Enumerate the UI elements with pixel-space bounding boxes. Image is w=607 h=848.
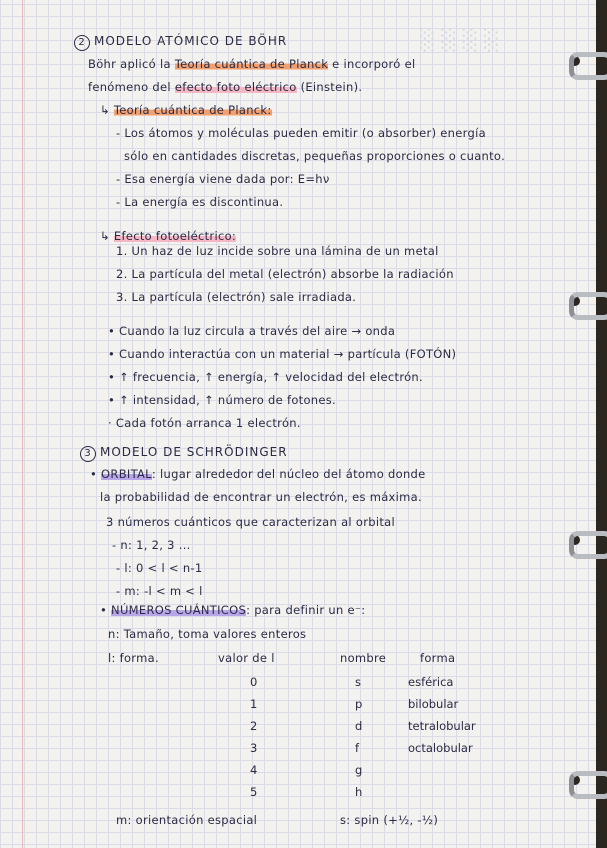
binder-ring — [569, 771, 607, 799]
table-cell-valor: 3 — [250, 741, 258, 755]
fotoelectrico-heading: ↳ Efecto fotoeléctrico: — [100, 229, 237, 243]
table-cell-nombre: s — [355, 675, 361, 689]
table-cell-forma: esférica — [408, 675, 454, 689]
table-cell-nombre: f — [355, 741, 360, 755]
table-cell-forma: tetralobular — [408, 719, 476, 733]
foto-step-1: 1. Un haz de luz incide sobre una lámina de un metal — [116, 244, 439, 258]
quantum-m: - m: -l < m < l — [116, 584, 203, 598]
m-description: m: orientación espacial — [116, 813, 258, 827]
bleed-through-text: ░░░░ — [420, 28, 506, 52]
table-cell-nombre: d — [355, 719, 363, 733]
planck-point-3: - La energía es discontinua. — [116, 195, 284, 209]
highlight-planck: Teoría cuántica de Planck — [174, 57, 329, 71]
planck-point-1b: sólo en cantidades discretas, pequeñas proporciones o cuanto. — [124, 149, 506, 163]
table-cell-nombre: h — [355, 785, 363, 799]
section-number: 3 — [80, 446, 96, 462]
table-cell-valor: 5 — [250, 785, 258, 799]
planck-heading: ↳ Teoría cuántica de Planck: — [100, 103, 272, 117]
margin-line — [22, 0, 23, 848]
table-cell-nombre: g — [355, 763, 363, 777]
binder-ring — [569, 52, 607, 80]
orbital-definition-line1: • ORBITAL: lugar alrededor del núcleo del átomo donde — [90, 467, 426, 481]
bullet-onda: • Cuando la luz circula a través del aire → onda — [108, 324, 396, 338]
highlight-orbital: ORBITAL — [101, 467, 152, 481]
col-valor: valor de l — [218, 651, 275, 665]
planck-point-1a: - Los átomos y moléculas pueden emitir (o absorber) energía — [116, 126, 486, 140]
table-cell-nombre: p — [355, 697, 363, 711]
numeros-cuanticos-heading: • NÚMEROS CUÁNTICOS: para definir un e⁻: — [100, 603, 366, 617]
s-description: s: spin (+½, -½) — [340, 813, 439, 827]
planck-point-2: - Esa energía viene dada por: E=hν — [116, 172, 330, 186]
orbital-definition-line2: la probabilidad de encontrar un electrón, es máxima. — [100, 490, 422, 504]
table-cell-valor: 1 — [250, 697, 258, 711]
table-cell-valor: 0 — [250, 675, 258, 689]
table-cell-valor: 2 — [250, 719, 258, 733]
foto-step-3: 3. La partícula (electrón) sale irradiada. — [116, 290, 357, 304]
highlight-efecto-fotoelectrico: efecto foto eléctrico — [174, 80, 297, 94]
binder-ring — [569, 531, 607, 559]
bullet-frecuencia: • ↑ frecuencia, ↑ energía, ↑ velocidad del electrón. — [108, 370, 423, 384]
l-heading: l: forma. — [108, 651, 159, 665]
bullet-foton: · Cada fotón arranca 1 electrón. — [108, 416, 301, 430]
section-title-schrodinger: 3 MODELO DE SCHRÖDINGER — [80, 445, 288, 462]
quantum-n: - n: 1, 2, 3 ... — [112, 538, 191, 552]
bohr-intro-line2: fenómeno del efecto foto eléctrico (Einstein). — [88, 80, 363, 94]
section-number: 2 — [74, 35, 90, 51]
col-forma: forma — [420, 651, 456, 665]
table-cell-valor: 4 — [250, 763, 258, 777]
section-title-bohr: 2 MODELO ATÓMICO DE BÖHR — [74, 34, 287, 51]
foto-step-2: 2. La partícula del metal (electrón) absorbe la radiación — [116, 267, 454, 281]
bullet-particula: • Cuando interactúa con un material → partícula (FOTÓN) — [108, 347, 457, 361]
bohr-intro-line1: Böhr aplicó la Teoría cuántica de Planck e incorporó el — [88, 57, 416, 71]
quantum-l: - l: 0 < l < n-1 — [116, 561, 203, 575]
binder-ring — [569, 292, 607, 320]
n-description: n: Tamaño, toma valores enteros — [108, 627, 307, 641]
col-nombre: nombre — [340, 651, 387, 665]
table-cell-forma: octalobular — [408, 741, 473, 755]
numeros-cuanticos-intro: 3 números cuánticos que caracterizan al orbital — [106, 515, 395, 529]
bullet-intensidad: • ↑ intensidad, ↑ número de fotones. — [108, 393, 337, 407]
table-cell-forma: bilobular — [408, 697, 459, 711]
